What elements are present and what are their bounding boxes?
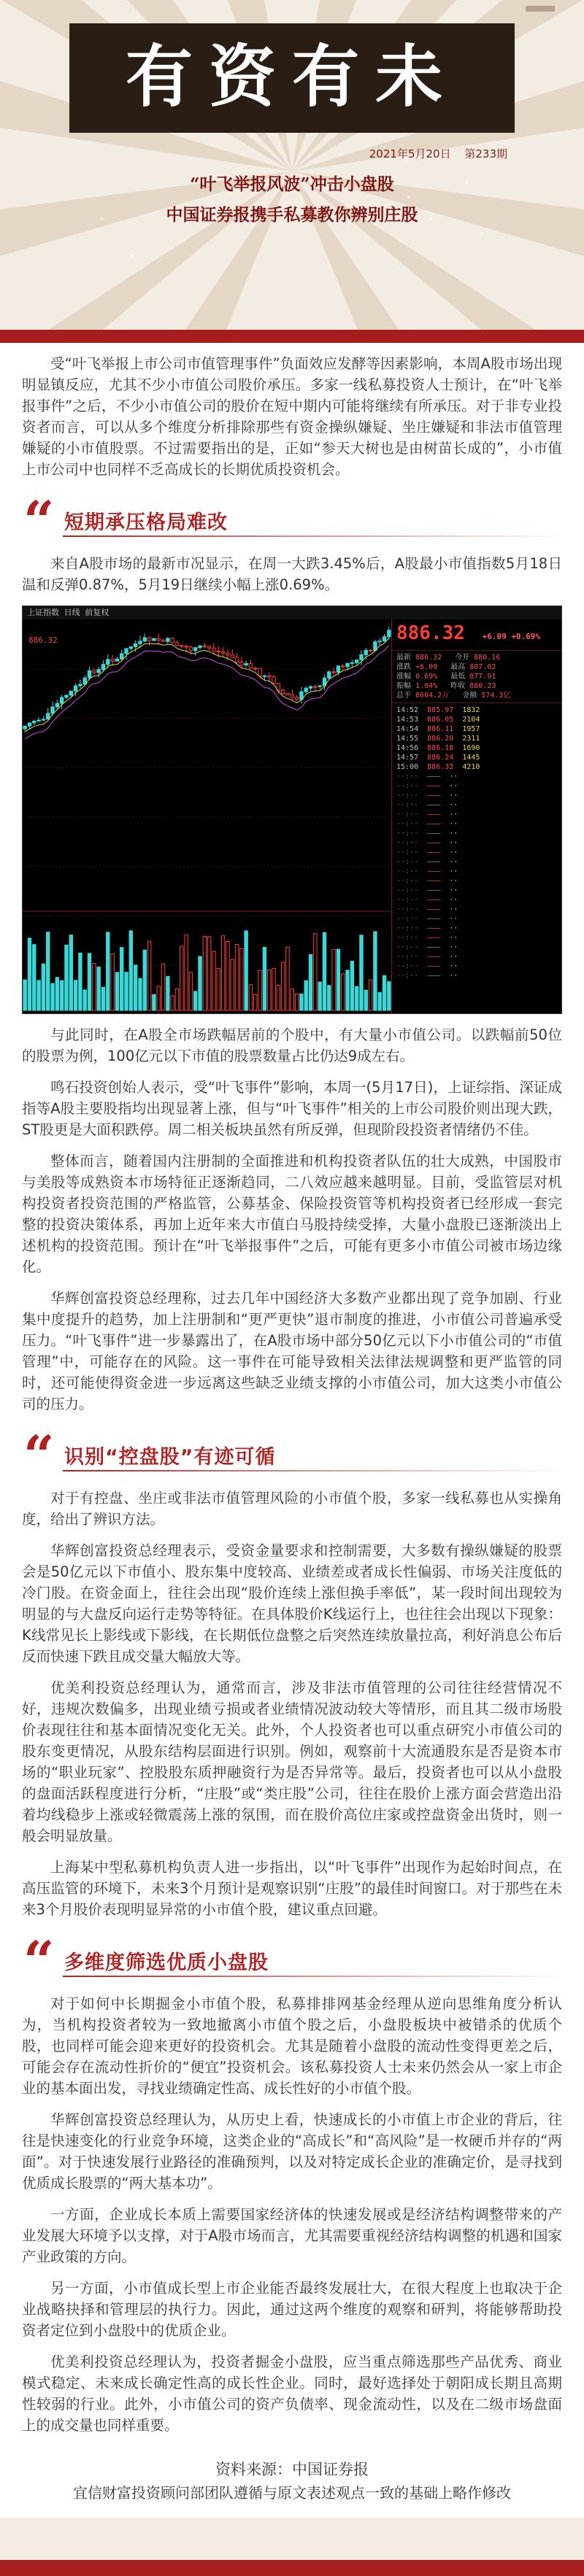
section-1-title: 短期承压格局难改: [64, 511, 228, 534]
intro-paragraph: 受“叶飞举报上市公司市值管理事件”负面效应发酵等因素影响，本周A股市场出现明显镇反应，尤其不少小市值公司股价承压。多家一线私募投资人士预计，在“叶飞举报事件”之后，不少小市值公司的股价在短中期内可能将继续有所承压。对于非专业投资者而言，可以从多个维度分析排除那些有资金操纵嫌疑、坐庄嫌疑和非法市值管理嫌疑的小市值股票。不过需要指出的是，正如“参天大树也是由树苗长成的”，小市值上市公司中也同样不乏高成长的长期优质投资机会。: [22, 355, 562, 478]
volume-bar: [23, 980, 26, 1010]
section-2-paragraph: 对于有控盘、坐庄或非法市值管理风险的小市值个股，多家一线私募也从实操角度，给出了辨识方法。: [22, 1490, 562, 1528]
volume-bar: [55, 978, 58, 1010]
tick-row-filler: ··:·· ——— ··: [396, 896, 458, 904]
volume-bar: [194, 991, 197, 1010]
section-2-title: 识别“控盘股”有迹可循: [64, 1446, 276, 1469]
subtitle-line-2: 中国证券报携手私募教你辨别庄股: [166, 205, 418, 225]
volume-bar: [88, 954, 91, 1010]
source-note: [22, 2458, 562, 2505]
candle-body: [143, 638, 146, 641]
volume-bar: [161, 964, 164, 1010]
tick-row-filler: ··:·· ——— ··: [396, 877, 458, 885]
volume-bar: [83, 990, 86, 1010]
candle-body: [161, 641, 164, 642]
big-price-value: 886.32: [396, 622, 465, 644]
candle-body: [309, 686, 312, 688]
candle-body: [107, 660, 110, 665]
moving-average-line: [25, 645, 389, 739]
tick-row: 14:57 886.24 1445: [396, 754, 480, 762]
volume-bar: [254, 994, 257, 1010]
stock-chart-screenshot: [22, 606, 562, 1014]
source-line: 资料来源：中国证券报: [215, 2461, 369, 2478]
tick-row: 14:55 886.20 2311: [396, 735, 480, 743]
volume-bar: [337, 949, 339, 1010]
volume-bar: [309, 954, 312, 1010]
candle-body: [134, 643, 137, 646]
volume-bar: [374, 932, 377, 1010]
corner-accent: [526, 6, 555, 12]
volume-bar: [101, 987, 104, 1010]
volume-bar: [355, 986, 358, 1010]
volume-bar: [120, 948, 123, 1010]
candle-body: [199, 646, 201, 648]
footer-bar: [0, 2560, 584, 2576]
candle-body: [295, 697, 298, 700]
volume-bar: [203, 936, 206, 1010]
candle-body: [226, 653, 229, 654]
tick-row-filler: ··:·· ——— ··: [396, 867, 458, 875]
volume-bar: [125, 972, 128, 1010]
candle-body: [286, 693, 289, 695]
quote-panel: [391, 619, 562, 1014]
candle-body: [194, 648, 197, 651]
volume-bar: [318, 982, 321, 1010]
volume-bar: [166, 976, 169, 1010]
volume-bar: [346, 970, 349, 1010]
quote-row: 涨跌 +6.09 最高 887.02: [396, 663, 496, 671]
candle-body: [221, 652, 224, 654]
candle-body: [207, 646, 210, 648]
candle-body: [332, 672, 335, 673]
candle-body: [47, 713, 50, 719]
candle-body: [79, 684, 82, 686]
candle-body: [93, 670, 96, 673]
candle-body: [23, 726, 26, 729]
candle-body: [258, 668, 261, 676]
candle-body: [240, 662, 243, 665]
tick-table: [392, 705, 562, 772]
candle-body: [139, 641, 142, 643]
section-divider: [63, 535, 566, 537]
volume-bar: [295, 994, 298, 1010]
volume-bar: [268, 970, 271, 1010]
volume-bar: [328, 986, 331, 1010]
volume-bar: [97, 967, 100, 1010]
footer-banner: [0, 2518, 584, 2576]
tick-row-filler: ··:·· ——— ··: [396, 811, 458, 819]
quote-row: 总手 8604.2万 金额 574.3亿: [396, 692, 511, 700]
volume-bar: [171, 996, 174, 1010]
tick-row-filler: ··:·· ——— ··: [396, 934, 458, 942]
header-banner: [0, 0, 584, 343]
section-3-paragraph: 一方面，企业成长本质上需要国家经济体的快速发展或是经济结构调整带来的产业发展大环境予以支撑，对于A股市场而言，尤其需要重视经济结构调整的机遇和国家产业政策的方向。: [22, 2206, 562, 2265]
tick-row-filler: ··:·· ——— ··: [396, 829, 458, 838]
candle-body: [88, 670, 91, 678]
volume-bar: [314, 934, 317, 1010]
volume-bar: [33, 945, 36, 1010]
candle-body: [231, 655, 234, 657]
candle-body: [350, 662, 353, 663]
tick-row-filler: ··:·· ——— ··: [396, 886, 458, 894]
volume-bar: [51, 983, 54, 1010]
volume-bar: [226, 941, 229, 1010]
volume-bar: [258, 970, 261, 1010]
section-1-paragraph-highlighted: 整体而言，随着国内注册制的全面推进和机构投资者队伍的壮大成熟，中国股市与美股等成熟资本市场特征正逐渐趋同，二八效应越来越明显。目前，受监管层对机构投资者投资范围的严格监管，公募基金、保险投资管等机构投资者已经形成一套完整的投资决策体系，再加上近年来大市值白马股持续受捧，大量小盘股已逐渐淡出上述机构的投资范围。预计在“叶飞举报事件”之后，可能有更多小市值公司被市场边缘化。: [22, 1153, 562, 1275]
candle-body: [69, 691, 72, 695]
volume-bar: [175, 989, 178, 1010]
candle-body: [337, 666, 339, 673]
volume-bar: [369, 980, 372, 1010]
tick-row: 14:54 886.11 1957: [396, 725, 480, 733]
candle-body: [153, 638, 155, 641]
volume-bar: [79, 953, 82, 1010]
candle-body: [360, 654, 363, 660]
tick-row-filler: ··:·· ——— ··: [396, 905, 458, 913]
candle-body: [147, 638, 150, 641]
volume-bar: [115, 972, 118, 1010]
volume-bar: [277, 985, 280, 1010]
candle-body: [28, 723, 31, 726]
disclaimer-line: 宜信财富投资顾问部团队遵循与原文表述观点一致的基础上略作修改: [73, 2484, 511, 2502]
candle-body: [97, 670, 100, 673]
article-body: [0, 353, 584, 2505]
volume-bar: [28, 938, 31, 1010]
volume-bar: [37, 980, 40, 1010]
tick-row-filler: ··:·· ——— ··: [396, 962, 458, 970]
price-readout: 886.32: [28, 635, 58, 645]
volume-bar: [231, 959, 234, 1010]
candlestick-chart: [23, 619, 391, 1014]
volume-bar: [388, 982, 391, 1010]
candle-body: [369, 650, 372, 651]
tick-row-filler: ··:·· ——— ··: [396, 972, 458, 980]
candle-body: [281, 690, 284, 693]
volume-bar: [383, 975, 385, 1010]
volume-bar: [342, 974, 345, 1010]
candle-body: [60, 697, 63, 703]
volume-bar: [235, 945, 238, 1010]
tick-row-filler: ··:·· ——— ··: [396, 782, 458, 790]
volume-bar: [212, 951, 215, 1010]
volume-bar: [157, 986, 160, 1010]
column-title: 有资有未: [125, 37, 458, 116]
big-price-change: +6.09 +0.69%: [482, 632, 541, 641]
issue-number: 第233期: [464, 147, 507, 160]
section-2-paragraph: 上海某中型私募机构负责人进一步指出，以“叶飞事件”出现作为起始时间点，在高压监管的环境下，未来3个月预计是观察识别“庄股”的最佳时间窗口。对于那些在未来3个月股价表现明显异常的小市值个股，建议重点回避。: [22, 1859, 562, 1918]
candle-body: [249, 664, 252, 668]
section-1-paragraph: 来自A股市场的最新市况显示，在周一大跌3.45%后，A股最小市值指数5月18日温和反弹0.87%，5月19日继续小幅上涨0.69%。: [22, 555, 562, 593]
candle-body: [254, 668, 257, 669]
volume-bar: [47, 932, 50, 1010]
quote-row: 涨幅 0.69% 最低 877.91: [396, 673, 496, 681]
candle-body: [185, 646, 188, 647]
volume-bar: [153, 994, 155, 1010]
section-1-paragraph: 与此同时，在A股全市场跌幅居前的个股中，有大量小市值公司。以跌幅前50位的股票为例，100亿元以下市值的股票数量占比仍达9成左右。: [22, 1026, 562, 1064]
quote-mark-icon: “: [23, 1930, 55, 1993]
volume-bar: [180, 946, 183, 1010]
quote-mark-icon: “: [23, 1425, 55, 1488]
tick-row: 14:53 886.05 2104: [396, 716, 480, 724]
candle-body: [111, 660, 114, 661]
tick-row-filler: ··:·· ——— ··: [396, 839, 458, 847]
volume-bar: [147, 941, 150, 1010]
tick-row-filler: ··:·· ——— ··: [396, 924, 458, 932]
candle-body: [157, 638, 160, 640]
volume-bar: [332, 949, 335, 1010]
volume-bar: [139, 978, 142, 1010]
volume-bar: [272, 968, 275, 1010]
quote-row: 最新 886.32 今开 880.16: [396, 654, 501, 662]
tick-row: 14:56 886.18 1690: [396, 744, 480, 752]
tick-row-filler: ··:·· ——— ··: [396, 820, 458, 828]
volume-bar: [323, 932, 326, 1010]
candle-body: [342, 666, 345, 667]
tick-table-extended: [392, 772, 562, 980]
candle-body: [42, 719, 45, 720]
section-3-paragraph: 对于如何中长期掘金小市值个股，私募排排网基金经理从逆向思维角度分析认为，当机构投资者较为一致地撤离小市值个股之后，小盘股板块中被错杀的优质个股，也同样可能会迎来更好的投资机会。尤其是随着小盘股的流动性变得更差之后，可能会存在流动性折价的“便宜”投资机会。该私募投资人士未来仍然会从一家上市企业的基本面出发，寻找业绩确定性高、成长性好的小市值个股。: [22, 1995, 562, 2097]
section-3-paragraph: 另一方面，小市值成长型上市企业能否最终发展壮大，在很大程度上也取决于企业战略抉择和管理层的执行力。因此，通过这两个维度的观察和研判，将能够帮助投资者定位到小盘股中的优质企业。: [22, 2280, 562, 2339]
candle-body: [355, 660, 358, 663]
candle-body: [166, 638, 169, 641]
volume-bar: [300, 994, 303, 1010]
volume-bar: [199, 956, 201, 1010]
volume-bar: [111, 954, 114, 1010]
section-heading-2: [22, 1425, 562, 1488]
volume-bar: [42, 964, 45, 1010]
candle-body: [272, 677, 275, 684]
candle-body: [120, 654, 123, 660]
volume-bar: [263, 947, 266, 1010]
section-divider: [63, 1976, 566, 1977]
volume-bar: [134, 965, 137, 1010]
volume-bar: [189, 972, 192, 1010]
candle-body: [383, 637, 385, 641]
volume-bar: [221, 936, 224, 1010]
section-1-paragraph-highlighted: 华辉创富投资总经理称，过去几年中国经济大多数产业都出现了竞争加剧、行业集中度提升的趋势，加上注册制和“更严更快”退市制度的推进，小市值公司普遍承受压力。“叶飞事件”进一步暴露出了，在A股市场中部分50亿元以下小市值公司的“市值管理”中，可能存在的风险。这一事件在可能导致相关法律法规调整和更严监管的同时，还可能使得资金进一步远离这些缺乏业绩支撑的小市值公司，加大这类小市值公司的压力。: [22, 1290, 562, 1412]
candle-body: [245, 664, 247, 665]
volume-bar: [65, 945, 68, 1010]
tick-row-filler: ··:·· ——— ··: [396, 953, 458, 961]
candle-body: [180, 645, 183, 646]
section-2-paragraph: 华辉创富投资总经理表示，受资金量要求和控制需要，大多数有操纵嫌疑的股票会是50亿元以下市值小、股东集中度较高、业绩差或者成长性偏弱、市场关注度低的冷门股。在资金面上，往往会出现“股价连续上涨但换手率低”，某一段时间出现较为明显的与大盘反向运行走势等特征。在具体股价K线运行上，也往往会出现以下现象：K线常见长上影线或下影线，在长期低位盘整之后突然连续放量拉高，利好消息公布后反而快速下跌且成交量大幅放大等。: [22, 1542, 562, 1665]
candle-body: [171, 638, 174, 643]
candle-body: [37, 720, 40, 721]
section-3-paragraph: 优美利投资总经理认为，投资者掘金小盘股，应当重点筛选那些产品优秀、商业模式稳定、未来成长确定性高的成长性企业。同时，最好选择处于朝阳成长期且高期性较弱的行业。此外，小市值公司的资产负债率、现金流动性，以及在二级市场盘面上的成交量也同样重要。: [22, 2353, 562, 2434]
candle-body: [328, 672, 331, 678]
section-heading-3: [22, 1930, 562, 1993]
candlestick-area: [23, 619, 391, 1014]
section-heading-1: [22, 490, 562, 553]
volume-bar: [286, 947, 289, 1010]
candle-body: [175, 643, 178, 646]
volume-bar: [281, 962, 284, 1010]
section-3-paragraph: 华辉创富投资总经理认为，从历史上看，快速成长的小市值上市企业的背后，往往是快速变化的行业竞争环境，这类企业的“高成长”和“高风险”是一枚硬币并存的“两面”。对于快速发展行业路径的准确预判，以及对特定成长企业的准确定价，是寻找到优质成长股票的“两大基本功”。: [22, 2111, 562, 2192]
candle-body: [74, 686, 77, 691]
volume-bar: [249, 985, 252, 1010]
volume-bar: [378, 992, 381, 1010]
section-3-title: 多维度筛选优质小盘股: [64, 1952, 269, 1974]
candle-body: [378, 641, 381, 642]
tick-row: 14:52 885.97 1832: [396, 706, 480, 714]
candle-body: [55, 703, 58, 707]
tick-row-filler: ··:·· ——— ··: [396, 801, 458, 809]
volume-bar: [291, 989, 293, 1010]
section-2-paragraph: 优美利投资总经理认为，通常而言，涉及非法市值管理的公司往往经营情况不好，违规次数偏多，出现业绩亏损或者业绩情况波动较大等情形，而且其二级市场股价表现往往和基本面情况变化无关。此外，个人投资者也可以重点研究小市值公司的股东变更情况，从股东结构层面进行识别。例如，观察前十大流通股东是否是资本市场的“职业玩家”、控股股东质押融资行为是否异常等。最后，投资者也可以从小盘股的盘面活跃程度进行分析，“庄股”或“类庄股”公司，往往在股价上涨方面会营造出沿着均线稳步上涨或轻微震荡上涨的氛围，而在股价高位庄家或控盘资金出货时，则一般会明显放量。: [22, 1679, 562, 1844]
candle-body: [346, 663, 349, 667]
chart-toolbar: 上证指数 日线 前复权: [23, 606, 562, 619]
volume-bar: [207, 937, 210, 1010]
section-1-paragraph: 鸣石投资创始人表示，受“叶飞事件”影响，本周一(5月17日)，上证综指、深证成指等A股主要股指均出现显著上涨，但与“叶飞事件”相关的上市公司股价则出现大跌，ST股更是大面积跌停。周二相关板块虽然有所反弹，但现阶段投资者情绪仍不佳。: [22, 1079, 562, 1138]
tick-row-filler: ··:·· ——— ··: [396, 915, 458, 923]
issue-date: 2021年5月20日: [369, 147, 451, 160]
volume-bar: [304, 980, 307, 1010]
candle-body: [125, 649, 128, 654]
volume-bar: [60, 980, 63, 1010]
volume-bar: [107, 932, 110, 1010]
candle-body: [235, 657, 238, 662]
tick-row-filler: ··:·· ——— ··: [396, 848, 458, 856]
volume-bar: [93, 963, 96, 1010]
candle-body: [364, 650, 367, 654]
big-price: [392, 619, 562, 648]
quote-table: [392, 653, 562, 700]
volume-bar: [240, 948, 243, 1010]
candle-body: [129, 647, 132, 649]
volume-bar: [217, 969, 220, 1010]
volume-bar: [129, 931, 132, 1010]
candle-body: [115, 659, 118, 661]
volume-bar: [143, 950, 146, 1010]
volume-bar: [69, 935, 72, 1010]
article-subtitle: [69, 169, 515, 231]
candle-body: [51, 707, 54, 713]
candle-body: [65, 695, 68, 697]
section-divider: [63, 1470, 566, 1471]
volume-bar: [360, 935, 363, 1010]
candle-body: [33, 722, 36, 723]
tick-row-filler: ··:·· ——— ··: [396, 792, 458, 800]
candle-body: [388, 630, 391, 637]
candle-body: [212, 648, 215, 651]
candle-body: [189, 647, 192, 651]
issue-meta: [359, 146, 507, 161]
candle-body: [304, 688, 307, 692]
volume-bar: [364, 990, 367, 1010]
volume-bar: [350, 962, 353, 1010]
volume-bar: [245, 931, 247, 1010]
subtitle-line-1: “叶飞举报风波”冲击小盘股: [190, 174, 394, 194]
quote-row: 振幅 1.04% 昨收 880.23: [396, 682, 496, 690]
candle-body: [101, 665, 104, 670]
candle-body: [314, 686, 317, 687]
tick-row: 15:00 886.32 4210: [396, 763, 480, 771]
volume-bar: [185, 935, 188, 1010]
candle-body: [291, 695, 293, 697]
quote-mark-icon: “: [23, 490, 55, 553]
tick-row-filler: ··:·· ——— ··: [396, 943, 458, 951]
volume-bar: [74, 980, 77, 1010]
tick-row-filler: ··:·· ——— ··: [396, 773, 458, 781]
tick-row-filler: ··:·· ——— ··: [396, 858, 458, 866]
